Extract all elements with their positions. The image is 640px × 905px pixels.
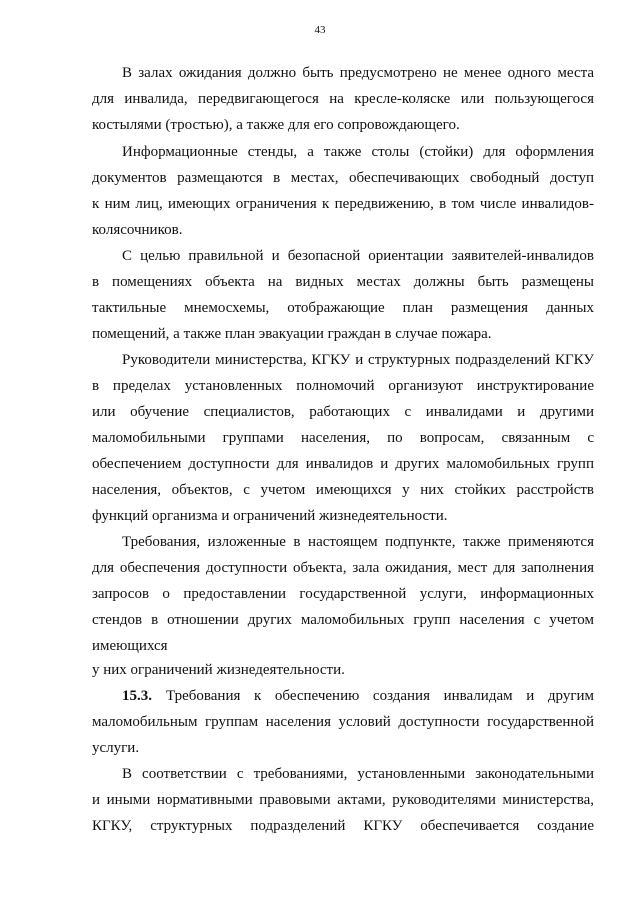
- text-line: маломобильным группам населения условий доступности государственной: [92, 714, 594, 730]
- section-number-label: 15.3.: [122, 688, 152, 704]
- text-line: Информационные стенды, а также столы (стойки) для оформления: [122, 144, 594, 160]
- text-line: к ним лиц, имеющих ограничения к передвижению, в том числе инвалидов-: [92, 196, 594, 212]
- text-line: костылями (тростью), а также для его сопровождающего.: [92, 117, 460, 133]
- text-line: у них ограничений жизнедеятельности.: [92, 662, 345, 678]
- text-line: помещений, а также план эвакуации граждан в случае пожара.: [92, 326, 492, 342]
- text-line: документов размещаются в местах, обеспечивающих свободный доступ: [92, 170, 594, 186]
- text-line: тактильные мнемосхемы, отображающие план размещения данных: [92, 300, 594, 316]
- text-line: или обучение специалистов, работающих с инвалидами и другими: [92, 404, 594, 420]
- text-line: для инвалида, передвигающегося на кресле-коляске или пользующегося: [92, 91, 594, 107]
- text-line: С целью правильной и безопасной ориентации заявителей-инвалидов: [122, 248, 594, 264]
- text-line: Требования, изложенные в настоящем подпункте, также применяются: [122, 534, 594, 550]
- text-line: обеспечением доступности для инвалидов и других маломобильных групп: [92, 456, 594, 472]
- text-line: услуги.: [92, 740, 140, 756]
- text-line: маломобильными группами населения, по вопросам, связанным с: [92, 430, 594, 446]
- text-line: колясочников.: [92, 222, 183, 238]
- text-line: запросов о предоставлении государственной услуги, информационных: [92, 586, 594, 602]
- text-line: КГКУ, структурных подразделений КГКУ обеспечивается создание: [92, 818, 594, 834]
- text-line: населения, объектов, с учетом имеющихся у них стойких расстройств: [92, 482, 594, 498]
- text-line: и иными нормативными правовыми актами, руководителями министерства,: [92, 792, 594, 808]
- text-line: для обеспечения доступности объекта, зала ожидания, мест для заполнения: [92, 560, 594, 576]
- section-heading-line: Требования к обеспечению создания инвалидам и другим: [166, 688, 594, 704]
- text-line: Руководители министерства, КГКУ и структурных подразделений КГКУ: [122, 352, 594, 368]
- text-line: в помещениях объекта на видных местах должны быть размещены: [92, 274, 594, 290]
- text-line: в пределах установленных полномочий организуют инструктирование: [92, 378, 594, 394]
- text-line: стендов в отношении других маломобильных групп населения с учетом: [92, 612, 594, 628]
- text-line: имеющихся: [92, 638, 168, 654]
- text-line: функций организма и ограничений жизнедеятельности.: [92, 508, 448, 524]
- text-line: В залах ожидания должно быть предусмотрено не менее одного места: [122, 65, 594, 81]
- page-number: 43: [314, 24, 326, 36]
- text-line: В соответствии с требованиями, установленными законодательными: [122, 766, 594, 782]
